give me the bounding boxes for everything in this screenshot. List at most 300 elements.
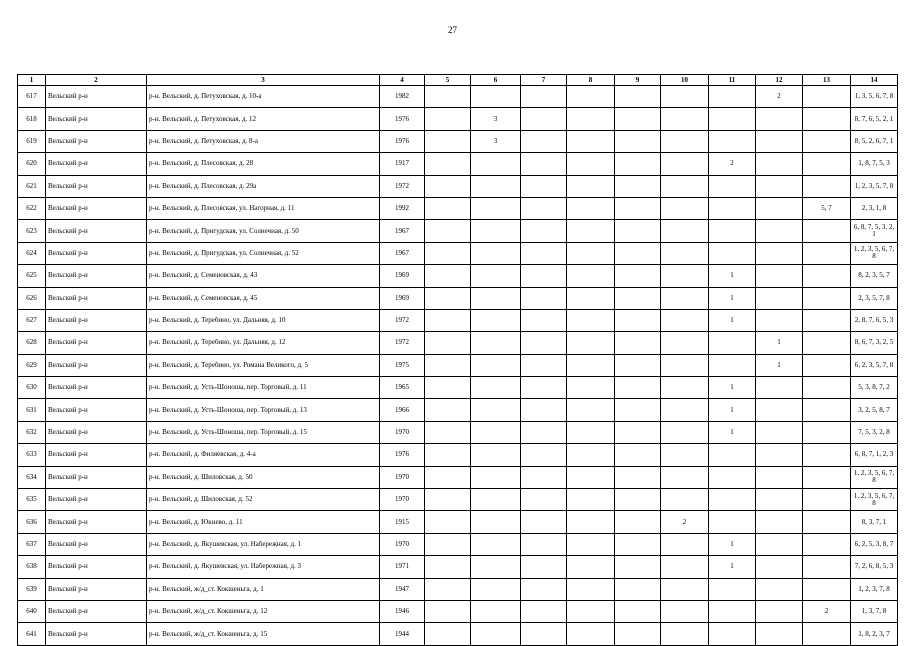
district-cell-text: Вельский р-н [48, 630, 88, 638]
row-number-cell [18, 556, 46, 578]
year-cell [380, 130, 425, 152]
address-cell-text: р-н. Вельский, д. Плесовская, д. 29а [149, 182, 257, 190]
table-cell [756, 86, 803, 108]
district-cell [46, 399, 147, 421]
row-number-cell [18, 309, 46, 331]
table-cell [615, 197, 661, 219]
table-row [18, 332, 898, 354]
year-cell [380, 511, 425, 533]
table-cell [615, 309, 661, 331]
year-cell-text: 1969 [395, 294, 409, 302]
address-cell-text: р-н. Вельский, д. Усть-Шоноша, пер. Торговый, д. 11 [149, 384, 307, 392]
year-cell [380, 399, 425, 421]
table-cell [709, 466, 756, 488]
table-cell [521, 130, 567, 152]
table-cell [521, 421, 567, 443]
table-cell [756, 197, 803, 219]
address-cell-text: р-н. Вельский, д. Теребино, ул. Дальняя, д. 12 [149, 339, 286, 347]
table-cell [615, 287, 661, 309]
table-cell [521, 309, 567, 331]
table-cell [803, 377, 851, 399]
row-number-cell [18, 578, 46, 600]
table-cell [615, 466, 661, 488]
table-cell [471, 309, 521, 331]
codes-cell-text: 6, 8, 7, 5, 3, 2, 1 [853, 224, 895, 239]
column-header: 8 [567, 75, 615, 86]
table-cell [521, 623, 567, 645]
district-cell-text: Вельский р-н [48, 451, 88, 459]
year-cell-text: 1972 [395, 339, 409, 347]
codes-cell-text: 8, 5, 2, 6, 7, 1 [854, 137, 894, 145]
table-cell [803, 309, 851, 331]
address-cell [147, 287, 380, 309]
table-cell [615, 153, 661, 175]
table-cell [803, 489, 851, 511]
table-cell [615, 600, 661, 622]
table-cell [756, 399, 803, 421]
table-cell [709, 130, 756, 152]
table-cell [567, 533, 615, 555]
table-cell [661, 86, 709, 108]
table-cell [661, 332, 709, 354]
column-header: 10 [661, 75, 709, 86]
table-cell [521, 533, 567, 555]
table-cell [661, 242, 709, 264]
table-cell [661, 108, 709, 130]
table-cell [615, 130, 661, 152]
district-cell-text: Вельский р-н [48, 115, 88, 123]
table-cell [425, 220, 471, 242]
address-cell-text: р-н. Вельский, ж/д_ст. Кокшеньга, д. 12 [149, 608, 268, 616]
table-cell [567, 489, 615, 511]
table-cell [521, 332, 567, 354]
address-cell-text: р-н. Вельский, д. Петуховская, д. 8-а [149, 137, 258, 145]
table-cell [756, 377, 803, 399]
table-row [18, 197, 898, 219]
table-cell [471, 108, 521, 130]
table-cell [756, 175, 803, 197]
year-cell [380, 220, 425, 242]
table-cell [567, 399, 615, 421]
table-cell [425, 399, 471, 421]
table-cell [615, 108, 661, 130]
housing-registry-table [17, 74, 898, 646]
table-cell [521, 377, 567, 399]
year-cell [380, 287, 425, 309]
table-cell-text: 5, 7 [821, 205, 832, 213]
address-cell [147, 197, 380, 219]
table-cell [756, 108, 803, 130]
year-cell-text: 1970 [395, 473, 409, 481]
codes-cell-text: 1, 2, 3, 7, 8 [858, 585, 890, 593]
table-cell [661, 220, 709, 242]
row-number-cell-text: 632 [26, 429, 37, 437]
table-cell [803, 354, 851, 376]
table-cell [615, 332, 661, 354]
table-cell [756, 309, 803, 331]
address-cell [147, 578, 380, 600]
table-cell [803, 265, 851, 287]
district-cell-text: Вельский р-н [48, 518, 88, 526]
table-cell [521, 444, 567, 466]
table-cell [709, 421, 756, 443]
address-cell [147, 332, 380, 354]
year-cell-text: 1965 [395, 384, 409, 392]
table-cell [615, 220, 661, 242]
table-cell [521, 197, 567, 219]
table-cell [567, 466, 615, 488]
address-cell [147, 242, 380, 264]
codes-cell-text: 1, 8, 2, 3, 7 [858, 630, 890, 638]
year-cell [380, 556, 425, 578]
district-cell-text: Вельский р-н [48, 361, 88, 369]
table-cell [521, 175, 567, 197]
table-cell [709, 332, 756, 354]
district-cell [46, 489, 147, 511]
table-cell [615, 533, 661, 555]
year-cell-text: 1947 [395, 585, 409, 593]
column-header: 14 [851, 75, 898, 86]
table-cell [471, 623, 521, 645]
codes-cell-text: 8, 6, 7, 3, 2, 5 [854, 339, 894, 347]
codes-cell-text: 2, 3, 5, 7, 8 [858, 294, 890, 302]
row-number-cell [18, 153, 46, 175]
address-cell-text: р-н. Вельский, д. Пригудская, ул. Солнечная, д. 52 [149, 249, 299, 257]
table-cell [803, 533, 851, 555]
district-cell [46, 556, 147, 578]
row-number-cell-text: 628 [26, 339, 37, 347]
table-cell [567, 354, 615, 376]
table-cell [425, 242, 471, 264]
table-cell [521, 108, 567, 130]
year-cell-text: 1971 [395, 563, 409, 571]
row-number-cell-text: 629 [26, 361, 37, 369]
table-cell-text: 1 [730, 429, 734, 437]
year-cell [380, 108, 425, 130]
table-cell [709, 265, 756, 287]
table-cell [471, 556, 521, 578]
year-cell [380, 377, 425, 399]
table-cell [661, 511, 709, 533]
table-cell [756, 556, 803, 578]
table-cell [567, 108, 615, 130]
table-cell [756, 354, 803, 376]
row-number-cell [18, 421, 46, 443]
district-cell [46, 86, 147, 108]
table-cell [709, 108, 756, 130]
district-cell-text: Вельский р-н [48, 294, 88, 302]
district-cell [46, 287, 147, 309]
district-cell [46, 377, 147, 399]
table-cell [803, 511, 851, 533]
codes-cell [851, 108, 898, 130]
table-row [18, 354, 898, 376]
address-cell [147, 86, 380, 108]
address-cell [147, 489, 380, 511]
table-row [18, 265, 898, 287]
district-cell-text: Вельский р-н [48, 137, 88, 145]
address-cell-text: р-н. Вельский, д. Якушевская, ул. Набережная, д. 3 [149, 563, 302, 571]
table-cell [521, 265, 567, 287]
table-cell [661, 265, 709, 287]
table-cell [425, 511, 471, 533]
table-cell [661, 197, 709, 219]
table-cell [425, 309, 471, 331]
district-cell-text: Вельский р-н [48, 429, 88, 437]
table-row [18, 242, 898, 264]
table-row [18, 377, 898, 399]
column-header: 5 [425, 75, 471, 86]
table-cell [661, 489, 709, 511]
table-row [18, 489, 898, 511]
row-number-cell [18, 623, 46, 645]
table-cell-text: 1 [730, 294, 734, 302]
year-cell-text: 1976 [395, 115, 409, 123]
district-cell [46, 265, 147, 287]
table-cell [425, 153, 471, 175]
table-cell [756, 533, 803, 555]
address-cell [147, 511, 380, 533]
row-number-cell-text: 638 [26, 563, 37, 571]
year-cell-text: 1970 [395, 541, 409, 548]
table-cell [471, 444, 521, 466]
table-cell [661, 556, 709, 578]
table-cell [803, 108, 851, 130]
row-number-cell-text: 624 [26, 249, 37, 257]
table-cell [709, 377, 756, 399]
address-cell [147, 600, 380, 622]
row-number-cell-text: 641 [26, 630, 37, 638]
table-cell [803, 600, 851, 622]
year-cell-text: 1917 [395, 160, 409, 168]
district-cell-text: Вельский р-н [48, 496, 88, 504]
row-number-cell [18, 108, 46, 130]
table-cell [615, 556, 661, 578]
table-cell [471, 377, 521, 399]
column-header: 13 [803, 75, 851, 86]
table-cell [661, 466, 709, 488]
district-cell [46, 511, 147, 533]
codes-cell [851, 578, 898, 600]
row-number-cell-text: 620 [26, 160, 37, 168]
address-cell [147, 220, 380, 242]
table-row [18, 399, 898, 421]
table-row [18, 220, 898, 242]
codes-cell-text: 1, 3, 5, 6, 7, 8 [854, 93, 894, 101]
table-cell [521, 399, 567, 421]
codes-cell [851, 623, 898, 645]
table-cell-text: 3 [493, 137, 498, 145]
table-cell [803, 421, 851, 443]
row-number-cell [18, 242, 46, 264]
row-number-cell [18, 466, 46, 488]
table-cell [567, 332, 615, 354]
table-cell [803, 556, 851, 578]
table-cell [709, 220, 756, 242]
district-cell [46, 623, 147, 645]
codes-cell-text: 5, 3, 8, 7, 2 [858, 384, 890, 392]
address-cell [147, 399, 380, 421]
table-cell-text: 1 [730, 317, 734, 325]
table-row [18, 86, 898, 108]
codes-cell [851, 511, 898, 533]
table-row [18, 578, 898, 600]
table-cell [709, 578, 756, 600]
row-number-cell [18, 511, 46, 533]
codes-cell-text: 1, 2, 3, 5, 6, 7, 8 [853, 246, 895, 261]
row-number-cell-text: 622 [26, 205, 37, 213]
table-cell [425, 421, 471, 443]
codes-cell [851, 377, 898, 399]
table-cell [471, 197, 521, 219]
codes-cell-text: 8, 2, 3, 5, 7 [858, 272, 890, 280]
row-number-cell-text: 619 [26, 137, 37, 145]
year-cell [380, 623, 425, 645]
table-cell [709, 309, 756, 331]
column-header: 6 [471, 75, 521, 86]
table-cell [471, 578, 521, 600]
table-cell [803, 153, 851, 175]
table-cell [803, 242, 851, 264]
table-cell-text: 2 [777, 93, 781, 101]
year-cell-text: 1970 [395, 429, 409, 437]
table-cell-text: 1 [730, 563, 734, 571]
table-cell [709, 287, 756, 309]
codes-cell-text: 3, 2, 5, 8, 7 [858, 406, 890, 414]
codes-cell-text: 2, 8, 7, 6, 5, 3 [854, 317, 894, 325]
district-cell [46, 421, 147, 443]
table-cell-text: 1 [730, 541, 734, 548]
column-header: 12 [756, 75, 803, 86]
address-cell-text: р-н. Вельский, д. Шиловская, д. 52 [149, 496, 253, 504]
year-cell [380, 533, 425, 555]
table-cell [756, 489, 803, 511]
year-cell-text: 1946 [395, 608, 409, 616]
table-cell [471, 153, 521, 175]
row-number-cell [18, 354, 46, 376]
table-row [18, 153, 898, 175]
district-cell-text: Вельский р-н [48, 406, 88, 414]
district-cell-text: Вельский р-н [48, 227, 88, 235]
table-cell [803, 220, 851, 242]
table-cell [661, 377, 709, 399]
table-cell [567, 242, 615, 264]
table-cell [521, 354, 567, 376]
district-cell-text: Вельский р-н [48, 205, 88, 213]
codes-cell-text: 6, 8, 7, 1, 2, 3 [854, 451, 894, 459]
table-cell [709, 86, 756, 108]
address-cell-text: р-н. Вельский, д. Усть-Шоноша, пер. Торговый, д. 15 [149, 429, 307, 437]
table-cell [425, 533, 471, 555]
codes-cell-text: 8, 7, 6, 5, 2, 1 [854, 115, 894, 123]
codes-cell [851, 309, 898, 331]
table-cell [803, 175, 851, 197]
table-cell [756, 421, 803, 443]
year-cell-text: 1976 [395, 137, 409, 145]
table-cell [756, 265, 803, 287]
table-cell [567, 444, 615, 466]
table-cell [425, 108, 471, 130]
table-cell [425, 86, 471, 108]
table-cell-text: 1 [730, 272, 734, 280]
table-cell [471, 399, 521, 421]
district-cell-text: Вельский р-н [48, 339, 88, 347]
table-cell [615, 623, 661, 645]
table-cell [756, 466, 803, 488]
district-cell-text: Вельский р-н [48, 473, 88, 481]
table-cell [471, 489, 521, 511]
address-cell [147, 130, 380, 152]
row-number-cell [18, 332, 46, 354]
row-number-cell [18, 175, 46, 197]
table-cell [521, 220, 567, 242]
table-row [18, 466, 898, 488]
table-cell [425, 556, 471, 578]
codes-cell-text: 2, 3, 1, 8 [861, 205, 887, 213]
table-cell [756, 287, 803, 309]
table-cell [521, 511, 567, 533]
codes-cell-text: 8, 3, 7, 1 [861, 518, 887, 526]
table-cell [425, 466, 471, 488]
year-cell-text: 1915 [395, 518, 409, 526]
column-header: 1 [18, 75, 46, 86]
address-cell-text: р-н. Вельский, д. Пригудская, ул. Солнечная, д. 50 [149, 227, 299, 235]
table-cell [756, 130, 803, 152]
table-cell [756, 332, 803, 354]
table-cell [661, 399, 709, 421]
table-cell [661, 444, 709, 466]
table-cell-text: 1 [730, 384, 734, 392]
codes-cell-text: 6, 2, 5, 3, 8, 7 [854, 541, 894, 548]
table-row [18, 533, 898, 555]
table-cell [567, 623, 615, 645]
year-cell [380, 153, 425, 175]
year-cell-text: 1969 [395, 272, 409, 280]
row-number-cell-text: 633 [26, 451, 37, 459]
table-cell [709, 175, 756, 197]
table-cell [709, 533, 756, 555]
codes-cell [851, 399, 898, 421]
codes-cell-text: 1, 2, 3, 5, 6, 7, 8 [853, 492, 895, 507]
address-cell [147, 533, 380, 555]
table-row [18, 108, 898, 130]
table-cell [756, 600, 803, 622]
address-cell [147, 444, 380, 466]
table-cell [709, 444, 756, 466]
district-cell-text: Вельский р-н [48, 160, 88, 168]
district-cell [46, 466, 147, 488]
district-cell-text: Вельский р-н [48, 317, 88, 325]
table-cell [803, 623, 851, 645]
codes-cell-text: 7, 5, 3, 2, 8 [858, 429, 890, 437]
address-cell [147, 466, 380, 488]
table-cell [567, 86, 615, 108]
row-number-cell-text: 639 [26, 585, 37, 593]
year-cell-text: 1966 [395, 406, 409, 414]
address-cell-text: р-н. Вельский, д. Якушевская, ул. Набережная, д. 1 [149, 541, 302, 548]
table-cell [567, 175, 615, 197]
table-cell [803, 130, 851, 152]
district-cell [46, 309, 147, 331]
table-cell [661, 309, 709, 331]
table-row [18, 600, 898, 622]
row-number-cell-text: 637 [26, 541, 37, 548]
address-cell-text: р-н. Вельский, д. Филяевская, д. 4-а [149, 451, 256, 459]
year-cell-text: 1992 [395, 205, 409, 213]
district-cell [46, 578, 147, 600]
codes-cell [851, 533, 898, 555]
year-cell [380, 444, 425, 466]
